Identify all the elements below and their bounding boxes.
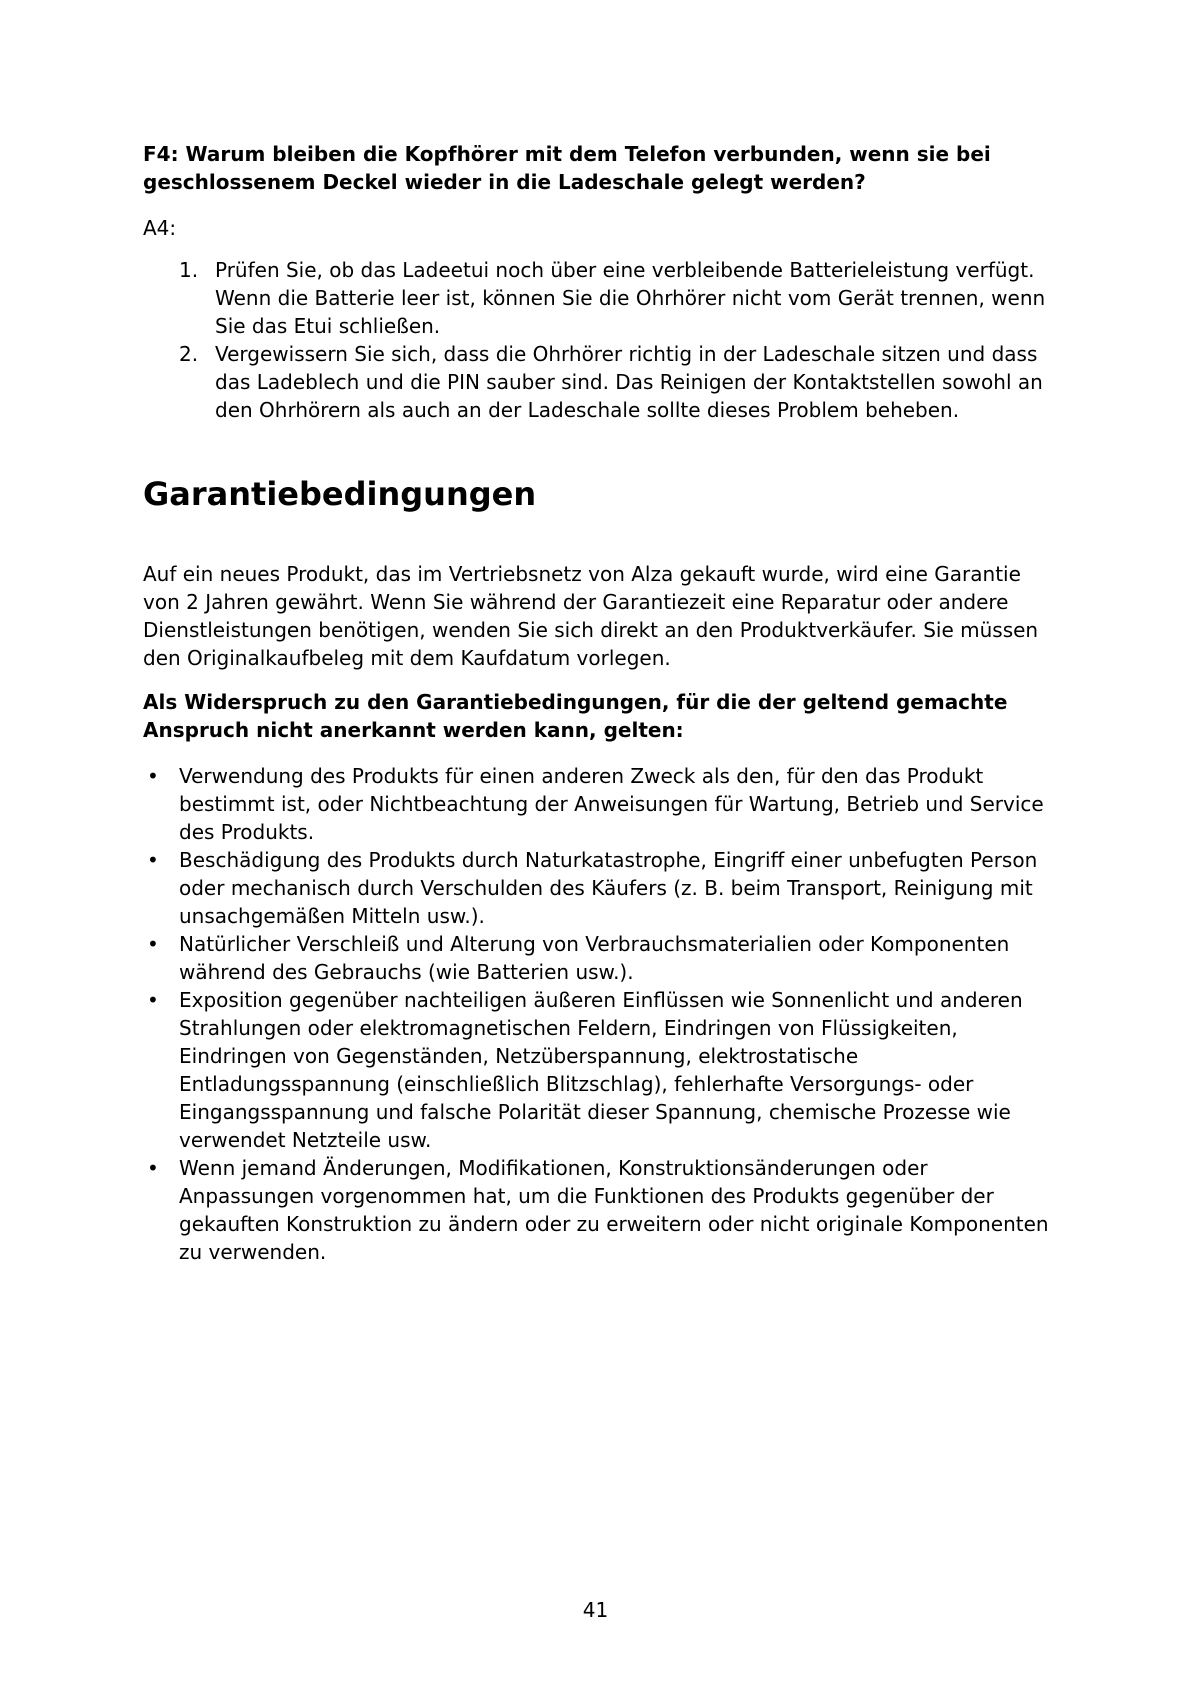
bullet-icon: • [147,932,159,956]
list-item-text: Natürlicher Verschleiß und Alterung von Verbrauchsmaterialien oder Komponenten während des Gebrauchs (wie Batterien usw.). [179,932,1010,984]
list-item [143,1154,1058,1266]
bullet-icon: • [147,764,159,788]
list-item-text: Vergewissern Sie sich, dass die Ohrhörer richtig in der Ladeschale sitzen und dass das Ladeblech und die PIN sauber sind. Das Reinigen der Kontaktstellen sowohl an den Ohrhörern als auch an der Ladeschale sollte dieses Problem beheben. [215,342,1043,422]
bullet-icon: • [147,988,159,1012]
list-item [143,986,1058,1154]
list-item-text: Wenn jemand Änderungen, Modifikationen, Konstruktionsänderungen oder Anpassungen vorgenommen hat, um die Funktionen des Produkts gegenüber der gekauften Konstruktion zu ändern oder zu erweitern oder nicht originale Komponenten zu verwenden. [179,1156,1049,1264]
list-item-text: Beschädigung des Produkts durch Naturkatastrophe, Eingriff einer unbefugten Person oder mechanisch durch Verschulden des Käufers (z. B. beim Transport, Reinigung mit unsachgemäßen Mitteln usw.). [179,848,1038,928]
list-number: 1. [179,258,199,282]
faq-answer-label: A4: [143,216,177,240]
list-item [143,846,1058,930]
section-heading: Garantiebedingungen [143,475,537,513]
faq-question: F4: Warum bleiben die Kopfhörer mit dem Telefon verbunden, wenn sie bei geschlossenem Deckel wieder in die Ladeschale gelegt werden? [143,142,991,194]
warranty-exclusions-list [143,762,1058,1266]
list-item [143,930,1058,986]
list-item [179,340,1059,424]
list-number: 2. [179,342,199,366]
page-number: 41 [582,1598,609,1622]
list-item-text: Verwendung des Produkts für einen anderen Zweck als den, für den das Produkt bestimmt ist, oder Nichtbeachtung der Anweisungen für Wartung, Betrieb und Service des Produkts. [179,764,1044,844]
list-item-text: Prüfen Sie, ob das Ladeetui noch über eine verbleibende Batterieleistung verfügt. Wenn die Batterie leer ist, können Sie die Ohrhörer nicht vom Gerät trennen, wenn Sie das Etui schließen. [215,258,1046,338]
faq-steps-list [179,256,1059,424]
list-item-text: Exposition gegenüber nachteiligen äußeren Einflüssen wie Sonnenlicht und anderen Strahlungen oder elektromagnetischen Feldern, Eindringen von Flüssigkeiten, Eindringen von Gegenständen, Netzüberspannung, elektrostatische Entladungsspannung (einschließlich Blitzschlag), fehlerhafte Versorgungs- oder Eingangsspannung und falsche Polarität dieser Spannung, chemische Prozesse wie verwendet Netzteile usw. [179,988,1023,1152]
warranty-subheading: Als Widerspruch zu den Garantiebedingungen, für die der geltend gemachte Anspruch nicht anerkannt werden kann, gelten: [143,690,1008,742]
warranty-intro: Auf ein neues Produkt, das im Vertriebsnetz von Alza gekauft wurde, wird eine Garantie von 2 Jahren gewährt. Wenn Sie während der Garantiezeit eine Reparatur oder andere Dienstleistungen benötigen, wenden Sie sich direkt an den Produktverkäufer. Sie müssen den Originalkaufbeleg mit dem Kaufdatum vorlegen. [143,562,1039,670]
bullet-icon: • [147,1156,159,1180]
bullet-icon: • [147,848,159,872]
list-item [143,762,1058,846]
list-item [179,256,1059,340]
